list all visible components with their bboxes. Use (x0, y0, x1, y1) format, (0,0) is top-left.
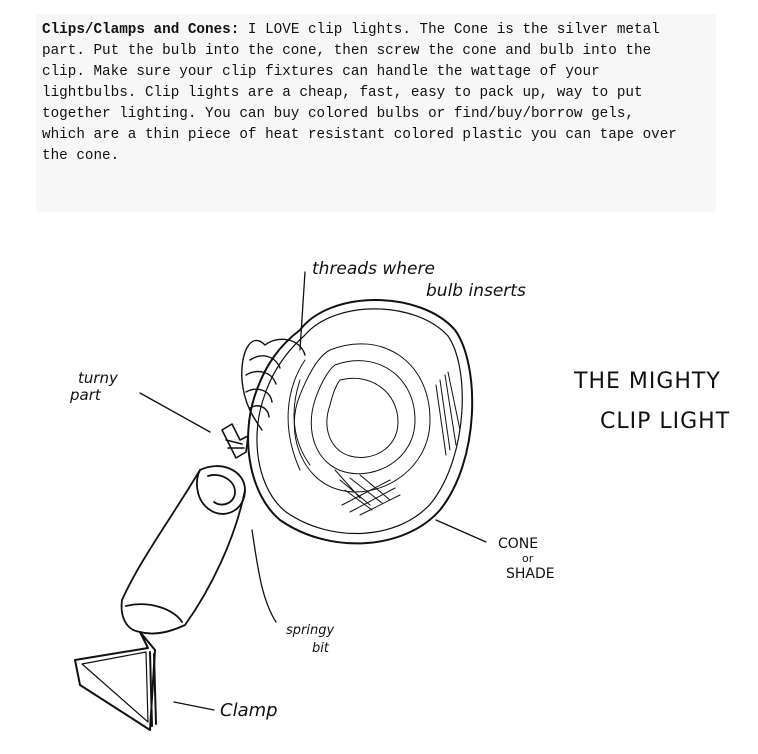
intro-panel (36, 14, 716, 212)
intro-line: together lighting. You can buy colored bulbs or find/buy/borrow gels, (42, 106, 634, 122)
label-clamp: Clamp (220, 700, 278, 721)
clamp-jaws (75, 632, 156, 730)
sketch-labels (69, 259, 730, 721)
socket-threads (242, 339, 305, 430)
intro-line: lightbulbs. Clip lights are a cheap, fast, easy to pack up, way to put (42, 85, 643, 101)
label-threads: threads where bulb inserts (312, 259, 526, 301)
intro-line: clip. Make sure your clip fixtures can handle the wattage of your (42, 64, 600, 80)
clip-light-sketch (0, 216, 758, 754)
label-springy-bit: springy bit (286, 623, 335, 656)
drawing-title: THE MIGHTY CLIP LIGHT (574, 369, 731, 434)
label-cone-shade: CONE or SHADE (498, 536, 555, 582)
intro-heading: Clips/Clamps and Cones: (42, 22, 240, 38)
intro-paragraph (42, 20, 718, 167)
intro-line: part. Put the bulb into the cone, then screw the cone and bulb into the (42, 43, 652, 59)
clip-arm (122, 466, 245, 634)
cone-inner-shading (288, 344, 460, 515)
intro-line: which are a thin piece of heat resistant colored plastic you can tape over (42, 127, 677, 143)
intro-line: the cone. (42, 148, 120, 164)
turny-knob (222, 424, 248, 458)
intro-line: I LOVE clip lights. The Cone is the silver metal (239, 22, 660, 38)
label-turny-part: turny part (70, 369, 118, 404)
